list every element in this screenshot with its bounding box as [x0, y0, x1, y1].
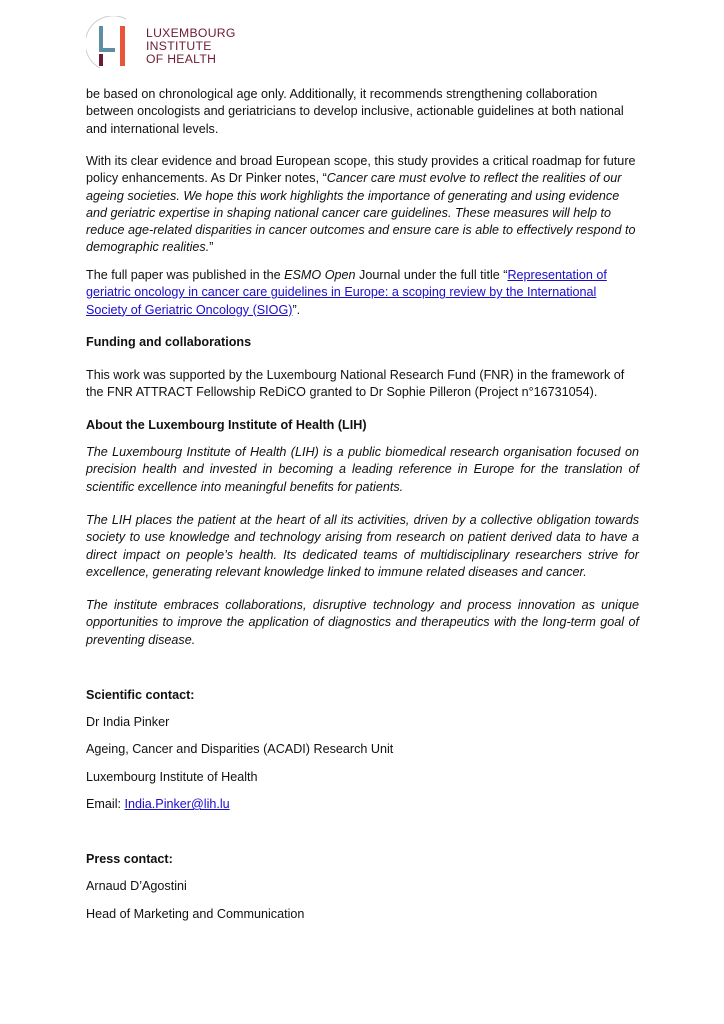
about-paragraph-1: The Luxembourg Institute of Health (LIH) is a public biomedical research organisation focused on precision health and invested in becoming a leading reference in Europe for the translation of scientific excellence into meaningful benefits for patients. [86, 445, 639, 494]
publication-mid: Journal under the full title “ [355, 268, 508, 282]
press-contact-role: Head of Marketing and Communication [86, 907, 305, 921]
logo-line-2: INSTITUTE [146, 39, 212, 53]
lih-logo-icon [86, 16, 140, 70]
about-paragraph-3: The institute embraces collaborations, disruptive technology and process innovation as unique opportunities to improve the application of diagnostics and therapeutics with the long-term goal of preventing disease. [86, 598, 639, 647]
paragraph-pinker-quote [86, 153, 639, 257]
paper-title-link[interactable]: Representation of geriatric oncology in cancer care guidelines in Europe: a scoping review by the International Society of Geriatric Oncology (SIOG) [86, 268, 607, 317]
scientific-contact-institution: Luxembourg Institute of Health [86, 770, 258, 784]
journal-name: ESMO Open [284, 268, 356, 282]
about-paragraph-2: The LIH places the patient at the heart of all its activities, driven by a collective obligation towards society to use knowledge and technology arising from research on patient derived data to have a direct impact on people’s health. Its dedicated teams of multidisciplinary researchers strive for excellence, generating relevant knowledge linked to immune related diseases and cancer. [86, 513, 639, 579]
logo-line-1: LUXEMBOURG [146, 26, 236, 40]
publication-end: ”. [292, 302, 301, 317]
funding-heading: Funding and collaborations [86, 335, 252, 349]
paragraph-text [86, 267, 639, 319]
paragraph-text [86, 153, 639, 257]
funding-text: This work was supported by the Luxembourg National Research Fund (FNR) in the framework of the FNR ATTRACT Fellowship ReDiCO granted to Dr Sophie Pilleron (Project n°16731054). [86, 368, 625, 400]
logo-line-3: OF HEALTH [146, 52, 217, 66]
scientific-contact-heading: Scientific contact: [86, 688, 195, 702]
pinker-quote: Cancer care must evolve to reflect the realities of our ageing societies. We hope this work highlights the importance of generating and using evidence and geriatric expertise in shaping national cancer care guidelines. These measures will help to reduce age-related disparities in cancer outcomes and ensure care is able to effectively respond to demographic realities. [86, 171, 636, 255]
email-label: Email: [86, 797, 125, 811]
quote-intro: With its clear evidence and broad European scope, this study provides a critical roadmap for future policy enhancements. As Dr Pinker notes, “ [86, 154, 636, 186]
email-link[interactable]: India.Pinker@lih.lu [124, 797, 230, 811]
paragraph-text: be based on chronological age only. Additionally, it recommends strengthening collaboration between oncologists and geriatricians to develop inclusive, actionable guidelines at both national and international levels. [86, 87, 624, 136]
publication-pre: The full paper was published in the [86, 268, 285, 282]
lih-logo-text [146, 27, 236, 66]
quote-close: ” [209, 240, 214, 255]
about-heading: About the Luxembourg Institute of Health (LIH) [86, 418, 367, 432]
scientific-contact-unit: Ageing, Cancer and Disparities (ACADI) Research Unit [86, 742, 394, 756]
paragraph-recommendations [86, 86, 639, 138]
press-contact-heading: Press contact: [86, 852, 173, 866]
paragraph-publication [86, 267, 639, 319]
lih-logo [86, 16, 246, 70]
scientific-contact-name: Dr India Pinker [86, 715, 170, 729]
press-contact-name: Arnaud D’Agostini [86, 879, 187, 893]
scientific-contact-email-row [86, 796, 639, 813]
